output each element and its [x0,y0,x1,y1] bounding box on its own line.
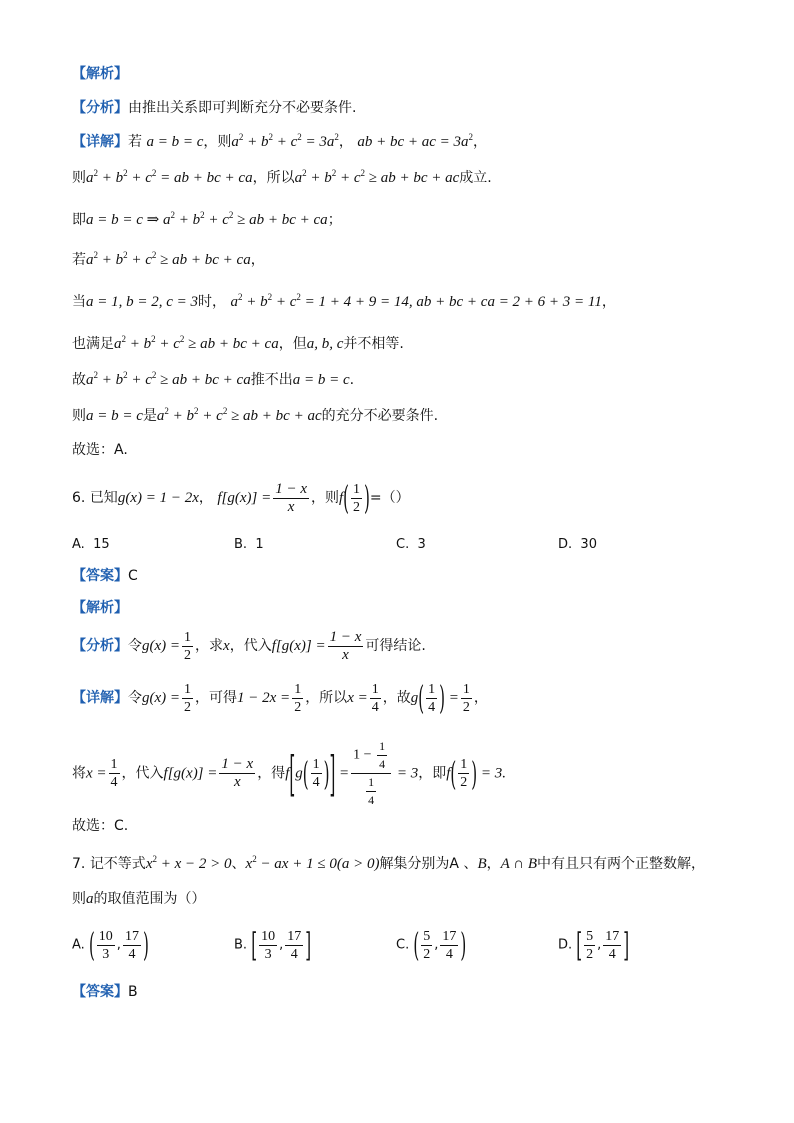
analysis-header-q5 [72,66,128,83]
analysis-tag: 【解析】 [72,66,128,82]
q6-option-b: B. 1 [234,537,264,552]
q5-fenxi: 【分析】由推出关系即可判断充分不必要条件. [72,100,357,116]
q6-answer: 【答案】C [72,568,138,584]
q6-fenxi: 【分析】令g(x) = $\frac{1}{2}$ ，求x，代入f[g(x)] = $\frac{1 - x}{x}$ 可得结论. [72,628,426,663]
q7-option-d: D. [ $\frac{5}{2}$ , $\frac{17}{4}$ ] [558,925,630,965]
q6-option-c: C. 3 [396,537,426,552]
q6-option-d: D. 30 [558,537,597,552]
q5-choose: 故选：A. [72,442,128,458]
q6-detail-2: 将x = $\frac{1}{4}$ ，代入f[g(x)] = $\frac{1 - x}{x}$ ，得f[g( $\frac{1}{4}$ )] = 1 − $\frac{1}{4}$ $\frac{1}{4}$ = 3，即f( $\frac{1}{2}$ ) = 3. [72,739,506,807]
q7-option-a: A. ( $\frac{10}{3}$ , $\frac{17}{4}$ ) [72,925,149,965]
q5-detail-line6: 也满足$a^2 + b^2 + c^2$ ≥ ab + bc + ca，但a, b, c并不相等. [72,334,404,352]
q7-stem-1: 7. 记不等式$x^2 + x - 2 > 0$、$x^2$ − ax + 1 ≤ 0(a > 0)解集分别为A 、B，A ∩ B中有且只有两个正整数解， [72,854,706,872]
q5-detail-line3: 即a = b = c ⇒ $a^2 + b^2 + c^2$ ≥ ab + bc + ca； [72,210,342,228]
fenxi-tag: 【分析】 [72,100,128,116]
q5-detail-line4: 若$a^2 + b^2 + c^2$ ≥ ab + bc + ca， [72,250,265,268]
q7-stem-2: 则a的取值范围为（） [72,891,206,907]
q5-detail-line8: 则a = b = c是$a^2 + b^2 + c^2$ ≥ ab + bc + ac的充分不必要条件. [72,406,439,424]
q5-detail-line2: 则$a^2 + b^2 + c^2$ = ab + bc + ca，所以$a^2 + b^2 + c^2$ ≥ ab + bc + ac成立. [72,168,492,186]
q7-answer: 【答案】B [72,984,138,1000]
q7-option-c: C. ( $\frac{5}{2}$ , $\frac{17}{4}$ ) [396,925,467,965]
q6-option-a: A. 15 [72,537,110,552]
q7-option-b: B. [ $\frac{10}{3}$ , $\frac{17}{4}$ ] [234,925,312,965]
q5-detail-line1: 【详解】若 a = b = c，则$a^2 + b^2 + c^2 = 3a^2$， ab + bc + ac = $3a^2$， [72,132,488,150]
q5-detail-line5: 当a = 1, b = 2, c = 3时， $a^2 + b^2 + c^2 = 1 + 4 + 9 = 14$, ab + bc + ca = 2 + 6 + 3 = 11， [72,292,616,310]
q6-stem: 6. 已知g(x) = 1 − 2x， f[g(x)] = $\frac{1 - x}{x}$ ，则f( $\frac{1}{2}$ )=（） [72,478,410,518]
q5-detail-line7: 故$a^2 + b^2 + c^2$ ≥ ab + bc + ca推不出a = b = c. [72,370,355,388]
q6-choose: 故选：C. [72,818,129,834]
q6-detail-1: 【详解】令g(x) = $\frac{1}{2}$ ，可得1 − 2x = $\frac{1}{2}$ ，所以x = $\frac{1}{4}$ ，故g( $\frac{1}{4}$ ) = $\frac{1}{2}$ ， [72,678,488,718]
detail-tag: 【详解】 [72,134,128,150]
q6-analysis-header: 【解析】 [72,600,128,616]
